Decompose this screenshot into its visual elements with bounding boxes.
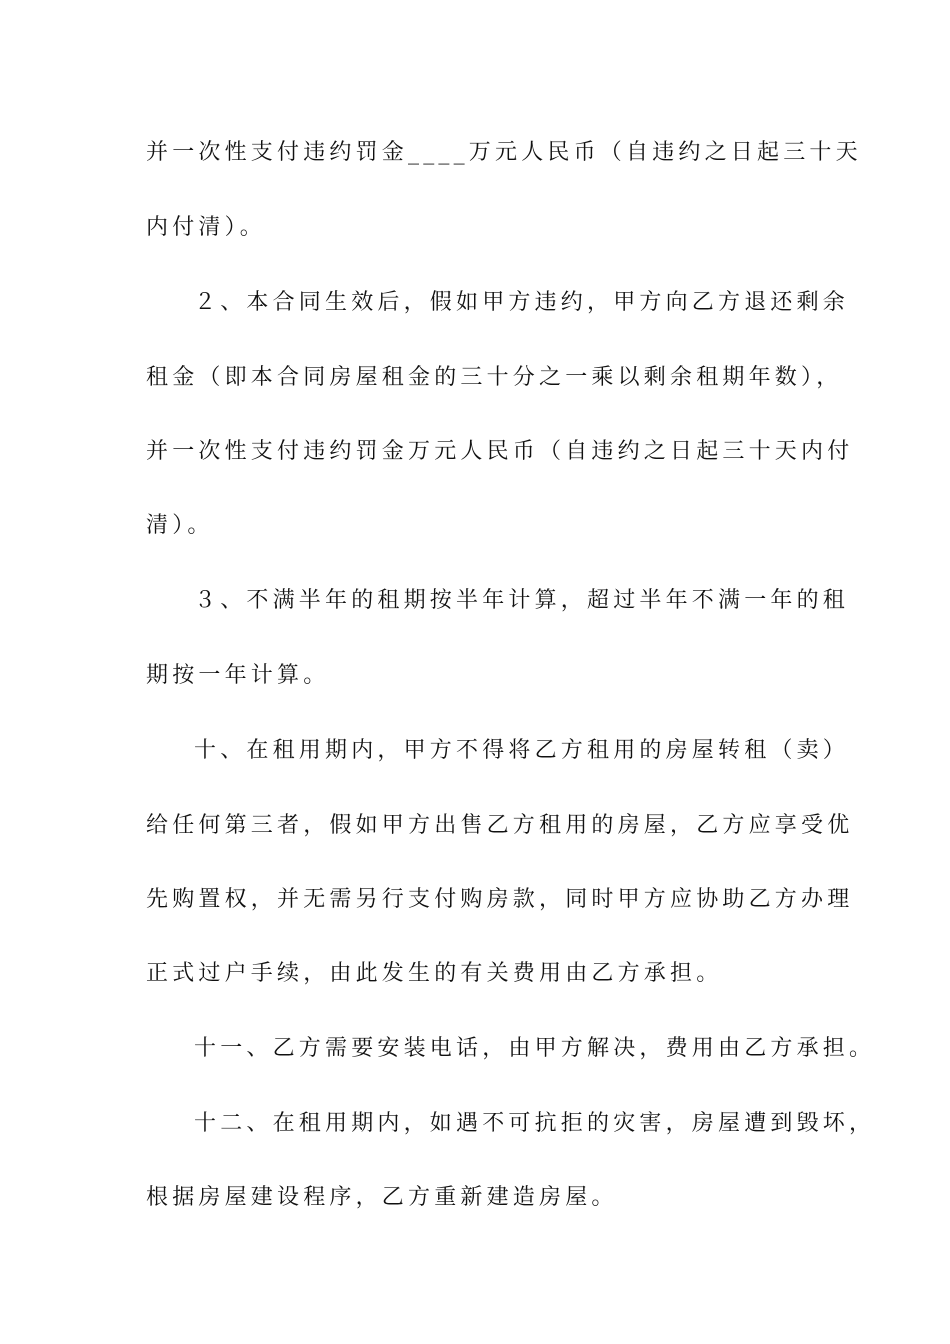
text-line: 并一次性支付违约罚金____万元人民币（自违约之日起三十天: [146, 140, 862, 165]
paragraph-start-line: ３、不满半年的租期按半年计算，超过半年不满一年的租: [194, 588, 850, 613]
text-line: 清）。: [146, 513, 214, 538]
paragraph-start-line: 十一、乙方需要安装电话，由甲方解决，费用由乙方承担。: [194, 1036, 876, 1061]
text-line: 内付清）。: [146, 215, 267, 240]
text-line: 正式过户手续，由此发生的有关费用由乙方承担。: [146, 961, 723, 986]
paragraph-start-line: ２、本合同生效后，假如甲方违约，甲方向乙方退还剩余: [194, 290, 850, 315]
text-line: 租金（即本合同房屋租金的三十分之一乘以剩余租期年数），: [146, 365, 843, 390]
paragraph-start-line: 十二、在租用期内，如遇不可抗拒的灾害，房屋遭到毁坏，: [194, 1111, 876, 1136]
paragraph-start-line: 十、在租用期内，甲方不得将乙方租用的房屋转租（卖）: [194, 738, 850, 763]
text-line: 并一次性支付违约罚金万元人民币（自违约之日起三十天内付: [146, 439, 854, 464]
text-line: 期按一年计算。: [146, 663, 330, 688]
text-line: 先购置权，并无需另行支付购房款，同时甲方应协助乙方办理: [146, 887, 854, 912]
text-line: 根据房屋建设程序，乙方重新建造房屋。: [146, 1185, 618, 1210]
text-line: 给任何第三者，假如甲方出售乙方租用的房屋，乙方应享受优: [146, 813, 854, 838]
